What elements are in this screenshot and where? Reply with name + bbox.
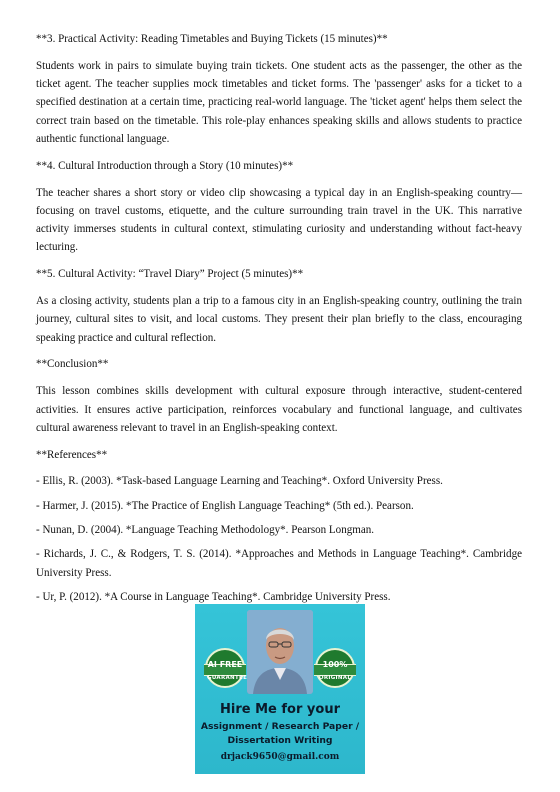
section-4-paragraph: The teacher shares a short story or video clip showcasing a typical day in an English-speaking country—focusing on travel customs, etiquette, and the culture surrounding train travel in the UK. This narrative activity immerses students in cultural context, stimulating curiosity and understanding without fact-heavy lecturing. bbox=[36, 186, 522, 254]
ai-free-badge-icon bbox=[205, 648, 248, 688]
badge-right-top-text: 100% bbox=[322, 660, 348, 669]
ad-subline-1: Assignment / Research Paper / bbox=[200, 721, 360, 732]
section-3-paragraph: Students work in pairs to simulate buying train tickets. One student acts as the passenger, the other as the ticket agent. The teacher supplies mock timetables and ticket forms. The 'passenger' asks for a ticket to a specified destination at a certain time, practicing real-world language. The 'ticket agent' helps them select the correct train based on the timetable. This role-play enhances speaking skills and allows students to practice authentic functional language. bbox=[36, 59, 522, 145]
badge-right-bottom-text: ORIGINAL bbox=[318, 675, 352, 681]
conclusion-paragraph: This lesson combines skills development with cultural exposure through interactive, student-centered activities. It ensures active participation, reinforces vocabulary and functional language, and cultivates cultural awareness relevant to travel in an English-speaking context. bbox=[36, 385, 522, 434]
reference-item: - Nunan, D. (2004). *Language Teaching Methodology*. Pearson Longman. bbox=[36, 524, 375, 537]
reference-item: - Ellis, R. (2003). *Task-based Language Learning and Teaching*. Oxford University Press. bbox=[36, 475, 443, 488]
section-4-heading: **4. Cultural Introduction through a Story (10 minutes)** bbox=[36, 159, 294, 172]
badge-left-top-text: AI FREE bbox=[207, 660, 243, 669]
document-body bbox=[36, 30, 522, 612]
reference-item: - Ur, P. (2012). *A Course in Language Teaching*. Cambridge University Press. bbox=[36, 590, 391, 603]
references-heading: **References** bbox=[36, 448, 108, 461]
badge-left-bottom-text: GUARANTEE bbox=[207, 675, 248, 681]
section-3-heading: **3. Practical Activity: Reading Timetables and Buying Tickets (15 minutes)** bbox=[36, 33, 388, 45]
ad-subline-2: Dissertation Writing bbox=[227, 735, 333, 746]
reference-item: - Richards, J. C., & Rodgers, T. S. (2014). *Approaches and Methods in Language Teaching*. Cambridge University Press. bbox=[36, 548, 522, 579]
ad-headline: Hire Me for your bbox=[220, 702, 340, 717]
ad-email-link[interactable]: drjack9650@gmail.com bbox=[220, 752, 340, 762]
original-badge-icon bbox=[315, 648, 355, 688]
reference-item: - Harmer, J. (2015). *The Practice of English Language Teaching* (5th ed.). Pearson. bbox=[36, 499, 414, 512]
conclusion-heading: **Conclusion** bbox=[36, 358, 109, 371]
section-5-heading: **5. Cultural Activity: “Travel Diary” Project (5 minutes)** bbox=[36, 268, 304, 281]
author-photo bbox=[247, 610, 313, 694]
advertisement-banner[interactable] bbox=[195, 604, 365, 774]
section-5-paragraph: As a closing activity, students plan a trip to a famous city in an English-speaking country, outlining the train journey, cultural sites to visit, and local customs. They present their plan briefly to the class, encouraging speaking practice and cultural reflection. bbox=[36, 295, 522, 344]
